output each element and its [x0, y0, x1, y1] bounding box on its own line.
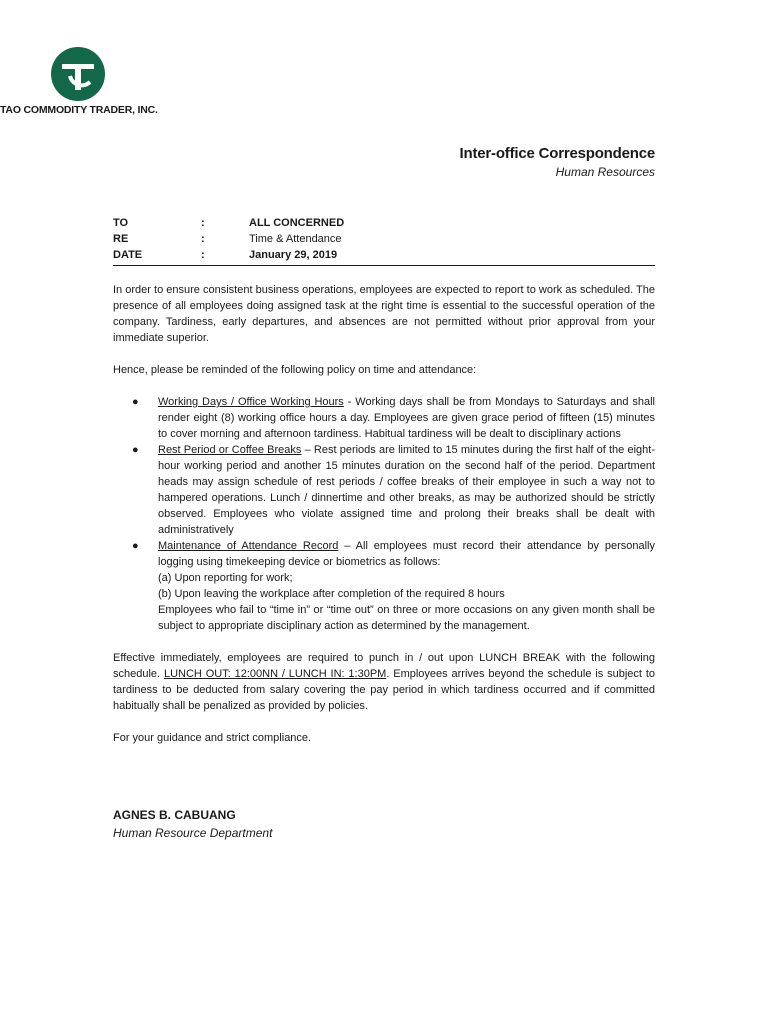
- memo-header: [113, 215, 655, 266]
- lunch-schedule: LUNCH OUT: 12:00NN / LUNCH IN: 1:30PM: [163, 668, 387, 680]
- signatory-department: Human Resource Department: [113, 826, 273, 840]
- memo-key: DATE: [113, 249, 143, 261]
- policy-item-attendance-record: [113, 538, 655, 634]
- policy-text: – All employees must record their attendance by personally logging using timekeeping device or biometrics as follows:: [158, 540, 656, 568]
- document-title: Inter-office Correspondence: [459, 145, 655, 162]
- company-logo-mark: [50, 46, 106, 102]
- bullet-icon: ●: [132, 396, 139, 408]
- company-logo: [0, 46, 170, 120]
- bullet-icon: ●: [132, 540, 139, 552]
- memo-row-date: [113, 247, 655, 263]
- memo-value: ALL CONCERNED: [249, 217, 345, 229]
- memo-colon: :: [201, 233, 205, 245]
- policy-subitem-a: (a) Upon reporting for work;: [158, 572, 293, 584]
- closing-paragraph: For your guidance and strict compliance.: [113, 732, 312, 744]
- policy-list: [113, 394, 655, 634]
- memo-body: [113, 282, 655, 762]
- memo-key: RE: [113, 233, 129, 245]
- memo-colon: :: [201, 217, 205, 229]
- policy-heading: Rest Period or Coffee Breaks: [158, 444, 302, 456]
- policy-subitem-c: Employees who fail to “time in” or “time out” on three or more occasions on any given month shall be subject to appropriate disciplinary action as determined by the management.: [158, 604, 655, 632]
- policy-subitem-b: (b) Upon leaving the workplace after completion of the required 8 hours: [158, 588, 505, 600]
- signatory-name: AGNES B. CABUANG: [113, 808, 236, 822]
- policy-text: - Working days shall be from Mondays to Saturdays and shall render eight (8) working office hours a day. Employees are given grace period of fifteen (15) minutes to cover morning and afternoon tardiness. Habitual tardiness will be dealt to disciplinary actions: [158, 396, 655, 440]
- document-subtitle: Human Resources: [555, 165, 655, 179]
- memo-colon: :: [201, 249, 205, 261]
- effective-text-cont: . Employees arrives beyond the schedule is subject to tardiness to be deducted from salary covering the pay period in which tardiness occurred and if committed habitually shall be penalized as provided by policies.: [113, 668, 656, 712]
- memo-key: TO: [113, 217, 129, 229]
- intro-paragraph: In order to ensure consistent business operations, employees are expected to report to work as scheduled. The presence of all employees doing assigned task at the right time is essential to the successful operation of the company. Tardiness, early departures, and absences are not permitted without prior approval from your immediate superior.: [113, 284, 655, 344]
- signature-block: [113, 808, 272, 840]
- memo-row-to: [113, 215, 655, 231]
- policy-heading: Maintenance of Attendance Record: [158, 540, 339, 552]
- company-name: TAO COMMODITY TRADER, INC.: [0, 104, 158, 116]
- policy-heading: Working Days / Office Working Hours: [158, 396, 344, 408]
- policy-text: – Rest periods are limited to 15 minutes during the first half of the eight-hour working period and another 15 minutes duration on the second half of the period. Department heads may assign schedule of rest periods / coffee breaks of their employee in such a way not to hampered operations. Lunch / dinnertime and other breaks, as may be authorized should be strictly observed. Employees who violate assigned time and prolong their breaks shall be dealt with administratively: [158, 444, 655, 536]
- memo-row-re: [113, 231, 655, 247]
- bullet-icon: ●: [132, 444, 139, 456]
- effective-paragraph: [113, 650, 655, 714]
- policy-item-working-days: [113, 394, 655, 442]
- memo-value: January 29, 2019: [249, 249, 338, 261]
- policy-item-rest-period: [113, 442, 655, 538]
- memo-value: Time & Attendance: [249, 233, 342, 245]
- reminder-paragraph: Hence, please be reminded of the following policy on time and attendance:: [113, 364, 477, 376]
- document-header: [460, 145, 655, 179]
- effective-text: Effective immediately, employees are required to punch in / out upon LUNCH BREAK with the following schedule.: [113, 652, 655, 680]
